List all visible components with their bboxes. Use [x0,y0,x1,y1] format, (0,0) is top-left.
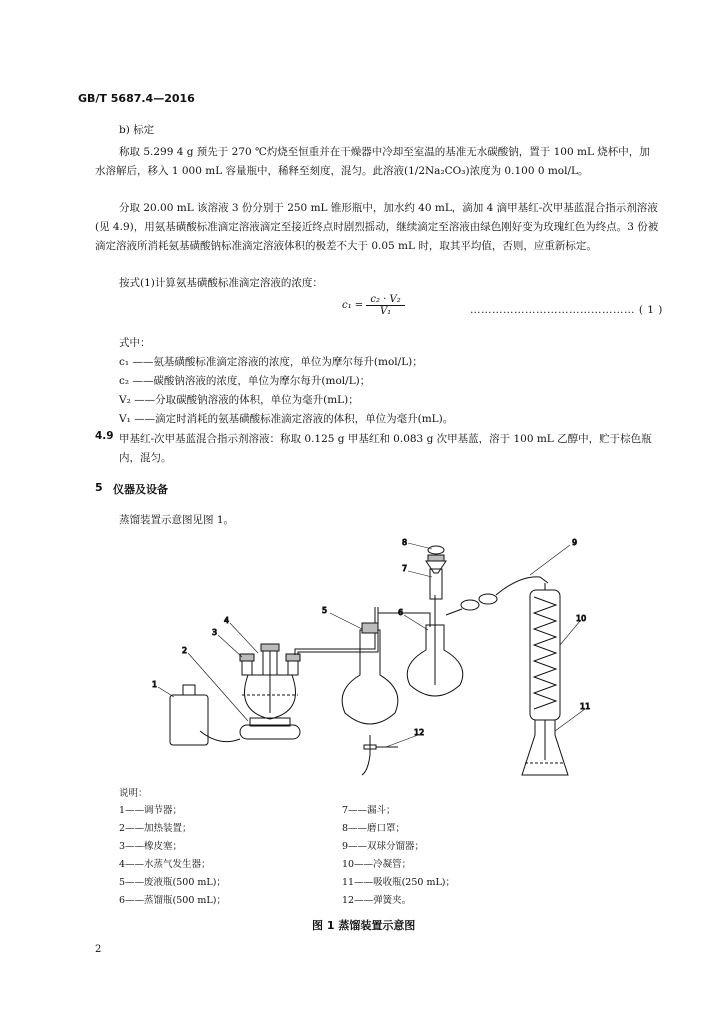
legend-item: 2——加热装置； [119,823,192,834]
paragraph-formula-intro: 按式(1)计算氨基磺酸标准滴定溶液的浓度： [119,277,323,289]
paragraph-titration: 分取 20.00 mL 该溶液 3 份分别于 250 mL 锥形瓶中，加水约 40 mL，滴加 4 滴甲基红-次甲基蓝混合指示剂溶液(见 4.9)，用氨基磺酸标准滴定溶液滴定至接近终点时剧烈摇动，继续滴定至溶液由绿色刚好变为玫瑰红色为终点。3 份被滴定溶液所消耗氨基磺酸钠标准滴定溶液体积的极差不大于 0.05 mL 时，取其平均值，否则，应重新标定。 [95,202,659,252]
legend-item: 12——弹簧夹。 [342,895,412,906]
legend-item: 4——水蒸气发生器； [119,859,211,870]
distillation-apparatus-diagram [130,535,590,780]
definition-v2: V₂ ——分取碳酸钠溶液的体积，单位为毫升(mL)； [119,394,359,406]
steam-generator-shape [240,644,300,719]
formula-lhs: c₁ = [342,300,364,311]
figure-label-5: 5 [322,606,328,615]
figure-caption: 图 1 蒸馏装置示意图 [312,919,416,932]
definition-c2: c₂ ——碳酸钠溶液的浓度，单位为摩尔每升(mol/L)； [119,375,371,387]
figure-label-7: 7 [402,564,408,573]
section-4-9-number: 4.9 [95,430,114,442]
paragraph-weighing: 称取 5.299 4 g 预先于 270 ℃灼烧至恒重并在干燥器中冷却至室温的基准无水碳酸钠，置于 100 mL 烧杯中，加水溶解后，移入 1 000 mL 容量瓶中，稀释至刻度，混匀。此溶液(1/2Na₂CO₃)浓度为 0.100 0 mol/L。 [95,146,650,177]
section-4-9-text: 甲基红-次甲基蓝混合指示剂溶液：称取 0.125 g 甲基红和 0.083 g 次甲基蓝，溶于 100 mL 乙醇中，贮于棕色瓶内，混匀。 [119,433,652,464]
definition-c1: c₁ ——氨基磺酸标准滴定溶液的浓度，单位为摩尔每升(mol/L)； [119,356,423,368]
legend-title: 说明： [119,788,148,799]
formula-numerator: c₂ · V₂ [366,294,404,306]
formula-dots: ……………………………………… [470,304,635,316]
legend-item: 1——调节器； [119,805,183,816]
figure-label-6: 6 [398,608,404,617]
definition-v1: V₁ ——滴定时消耗的氨基磺酸标准滴定溶液的体积，单位为毫升(mL)。 [119,413,454,425]
document-header: GB/T 5687.4—2016 [78,92,195,105]
legend-left-column [119,802,226,910]
figure-label-11: 11 [580,702,590,711]
waste-flask-shape [342,623,398,775]
legend-right-column [342,802,455,910]
formula-leader [470,304,663,316]
page-number: 2 [95,944,102,955]
legend-item: 9——双球分馏器； [342,841,425,852]
section-5-intro: 蒸馏装置示意图见图 1。 [119,514,235,526]
formula-denominator: V₁ [379,306,392,317]
formula-fraction [366,294,404,317]
heater-shape [240,718,300,739]
figure-label-1: 1 [152,680,158,689]
distillation-flask-shape [407,569,463,696]
where-label: 式中： [119,337,151,349]
section-5-number: 5 [95,481,103,494]
fractionator-shape [446,577,548,615]
figure-label-8: 8 [402,538,408,547]
legend-item: 6——蒸馏瓶(500 mL)； [119,895,226,906]
legend-item: 5——废液瓶(500 mL)； [119,877,226,888]
legend-item: 10——冷凝管； [342,859,412,870]
figure-label-3: 3 [212,628,218,637]
figure-label-10: 10 [576,614,587,623]
figure-label-12: 12 [414,728,425,737]
legend-item: 11——吸收瓶(250 mL)； [342,877,455,888]
formula-number: ( 1 ) [638,304,663,316]
formula-1 [342,294,405,317]
legend-item: 7——漏斗； [342,805,396,816]
subsection-b: b) 标定 [119,124,155,136]
legend-item: 8——磨口罩； [342,823,406,834]
figure-label-4: 4 [224,616,230,625]
figure-label-2: 2 [182,646,188,655]
section-5-title: 仪器及设备 [113,483,168,496]
regulator-shape [170,685,240,745]
figure-label-9: 9 [572,538,578,547]
legend-item: 3——橡皮塞； [119,841,183,852]
